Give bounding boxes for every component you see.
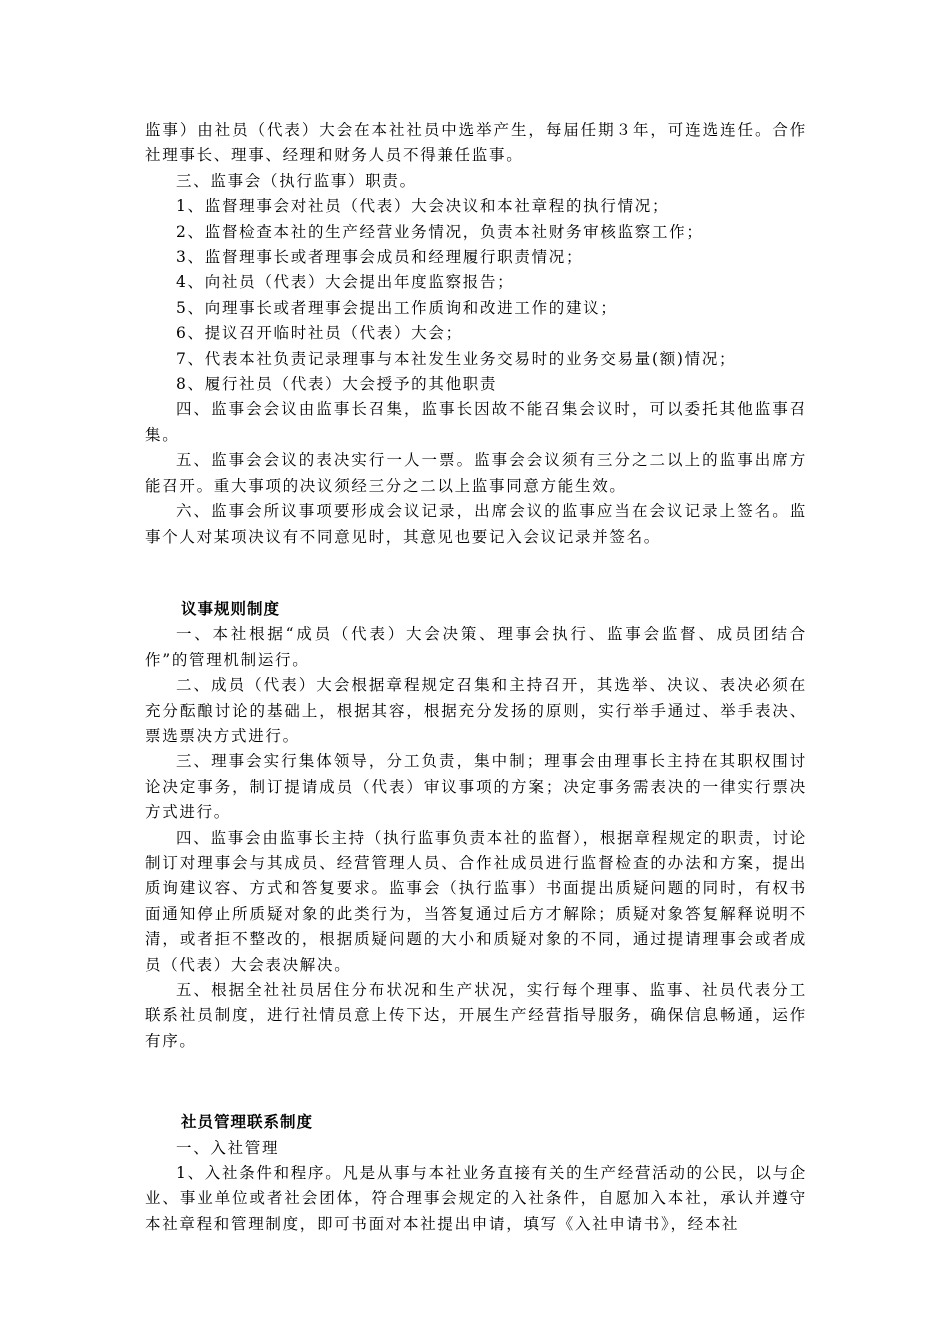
list-item-duty-8: 8、履行社员（代表）大会授予的其他职责: [176, 375, 498, 394]
paragraph-rules-1: 一、本社根据“成员（代表）大会决策、理事会执行、监事会监督、成员团结合作”的管理机制运行。: [145, 625, 807, 669]
section-heading-member-management: 社员管理联系制度: [181, 1113, 314, 1132]
document-page: [145, 118, 807, 1237]
paragraph-membership-heading: 一、入社管理: [176, 1138, 280, 1157]
list-item-duty-7: 7、代表本社负责记录理事与本社发生业务交易时的业务交易量(额)情况；: [176, 349, 737, 368]
paragraph-rules-5: 五、根据全社社员居住分布状况和生产状况，实行每个理事、监事、社员代表分工联系社员制度，进行社情员意上传下达，开展生产经营指导服务，确保信息畅通，运作有序。: [145, 981, 807, 1050]
paragraph-membership-conditions: 1、入社条件和程序。凡是从事与本社业务直接有关的生产经营活动的公民，以与企业、事业单位或者社会团体，符合理事会规定的入社条件，自愿加入本社，承认并遵守本社章程和管理制度，即可书面对本社提出申请，填写《入社申请书》，经本社: [145, 1164, 807, 1233]
paragraph-rules-2: 二、成员（代表）大会根据章程规定召集和主持召开，其选举、决议、表决必须在充分酝酿讨论的基础上，根据其容，根据充分发扬的原则，实行举手通过、举手表决、票选票决方式进行。: [145, 676, 807, 745]
list-item-duty-5: 5、向理事长或者理事会提出工作质询和改进工作的建议；: [176, 298, 618, 317]
list-item-duty-1: 1、监督理事会对社员（代表）大会决议和本社章程的执行情况；: [176, 197, 670, 216]
paragraph-meeting-convene: 四、监事会会议由监事长召集，监事长因故不能召集会议时，可以委托其他监事召集。: [145, 400, 807, 444]
list-item-duty-4: 4、向社员（代表）大会提出年度监察报告；: [176, 273, 515, 292]
section-heading-rules: 议事规则制度: [181, 599, 281, 618]
list-item-duty-6: 6、提议召开临时社员（代表）大会；: [176, 324, 463, 343]
paragraph-duties-heading: 三、监事会（执行监事）职责。: [176, 171, 417, 190]
list-item-duty-3: 3、监督理事长或者理事会成员和经理履行职责情况；: [176, 248, 584, 267]
paragraph-meeting-minutes: 六、监事会所议事项要形成会议记录，出席会议的监事应当在会议记录上签名。监事个人对某项决议有不同意见时，其意见也要记入会议记录并签名。: [145, 502, 807, 546]
paragraph-meeting-vote: 五、监事会会议的表决实行一人一票。监事会会议须有三分之二以上的监事出席方能召开。重大事项的决议须经三分之二以上监事同意方能生效。: [145, 451, 807, 495]
paragraph-rules-4: 四、监事会由监事长主持（执行监事负责本社的监督），根据章程规定的职责，讨论制订对理事会与其成员、经营管理人员、合作社成员进行监督检查的办法和方案，提出质询建议容、方式和答复要求。监事会（执行监事）书面提出质疑问题的同时，有权书面通知停止所质疑对象的此类行为，当答复通过后方才解除；质疑对象答复解释说明不清，或者拒不整改的，根据质疑问题的大小和质疑对象的不同，通过提请理事会或者成员（代表）大会表决解决。: [145, 828, 807, 974]
paragraph-supervisor-election: 监事）由社员（代表）大会在本社社员中选举产生，每届任期３年，可连选连任。合作社理事长、理事、经理和财务人员不得兼任监事。: [145, 121, 807, 165]
list-item-duty-2: 2、监督检查本社的生产经营业务情况，负责本社财务审核监察工作；: [176, 222, 704, 241]
paragraph-rules-3: 三、理事会实行集体领导，分工负责，集中制；理事会由理事长主持在其职权围讨论决定事务，制订提请成员（代表）审议事项的方案；决定事务需表决的一律实行票决方式进行。: [145, 752, 807, 822]
section-spacer: [145, 550, 807, 597]
section-spacer: [145, 1054, 807, 1110]
